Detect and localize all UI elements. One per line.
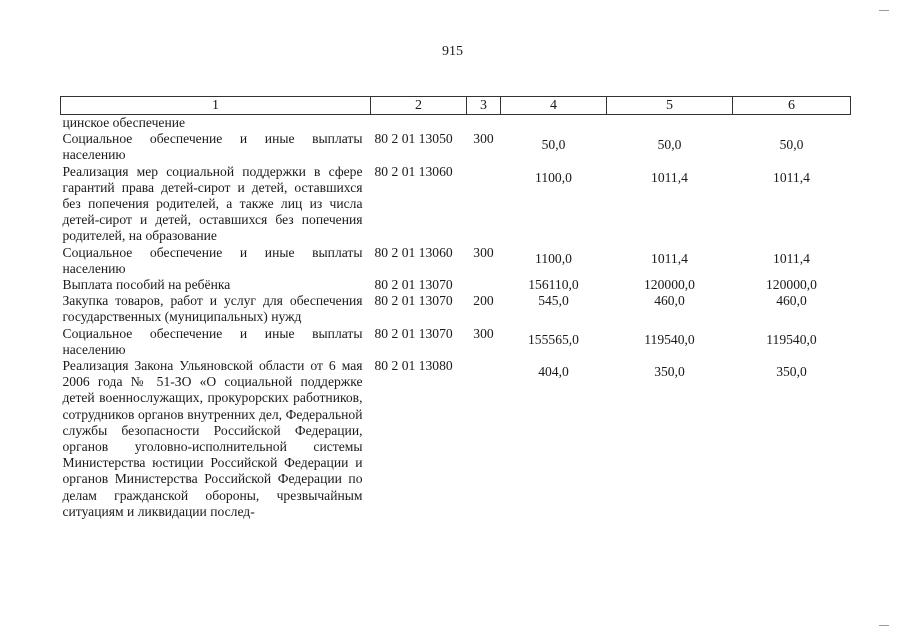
row-value-5: 120000,0 xyxy=(644,277,695,293)
scan-mark-bottom xyxy=(879,625,889,626)
header-col-3: 3 xyxy=(467,97,501,115)
table-row xyxy=(61,131,851,163)
row-value-5: 460,0 xyxy=(654,293,685,309)
row-code: 80 2 01 13070 xyxy=(374,325,453,341)
header-col-4: 4 xyxy=(501,97,607,115)
row-type: 300 xyxy=(473,244,494,260)
row-value-4: 545,0 xyxy=(538,293,569,309)
row-value-6: 120000,0 xyxy=(766,277,817,293)
row-name: Социальное обеспечение и иные выплаты населению xyxy=(62,244,363,276)
row-name: Социальное обеспечение и иные выплаты населению xyxy=(62,131,363,163)
row-value-6: 350,0 xyxy=(776,364,807,380)
table-row xyxy=(61,277,851,293)
row-value-4: 1100,0 xyxy=(535,169,572,185)
row-type xyxy=(467,358,501,520)
table-row xyxy=(61,115,851,132)
row-name: Реализация Закона Ульяновской области от 6 мая 2006 года № 51-ЗО «О социальной поддержке детей военнослужащих, прокурорских работников, сотрудников органов внутренних дел, Федеральной службы безопасности Российской Федерации, органов уголовно-исполнительной системы Министерства юстиции Российской Федерации и органов Министерства Российской Федерации по делам гражданской обороны, чрезвычайным ситуациям и ликвидации послед- xyxy=(62,358,363,519)
row-type xyxy=(467,164,501,245)
table-header-row xyxy=(61,97,851,115)
row-value-6: 119540,0 xyxy=(766,331,817,347)
row-value-5 xyxy=(607,115,733,132)
budget-table-wrap xyxy=(60,96,850,520)
row-value-6: 460,0 xyxy=(776,293,807,309)
row-value-6: 1011,4 xyxy=(773,169,810,185)
row-code: 80 2 01 13060 xyxy=(374,244,453,260)
row-code: 80 2 01 13070 xyxy=(374,277,453,293)
page-number: 915 xyxy=(442,44,463,59)
row-type xyxy=(467,115,501,132)
table-row xyxy=(61,326,851,358)
row-code: 80 2 01 13060 xyxy=(374,163,453,179)
row-value-6: 1011,4 xyxy=(773,250,810,266)
row-type: 200 xyxy=(473,293,494,309)
row-value-4: 404,0 xyxy=(538,364,569,380)
row-name: Реализация мер социальной поддержки в сфере гарантий права детей-сирот и детей, оставшихся без попечения родителей, а также лиц из числа детей-сирот и детей, оставшихся без попечения родителей, на образование xyxy=(62,163,363,244)
row-code xyxy=(371,115,467,132)
header-col-5: 5 xyxy=(607,97,733,115)
row-type: 300 xyxy=(473,131,494,147)
row-value-4 xyxy=(501,115,607,132)
row-value-5: 1011,4 xyxy=(651,169,688,185)
table-row xyxy=(61,164,851,245)
table-row xyxy=(61,245,851,277)
row-value-6: 50,0 xyxy=(779,137,804,153)
row-value-5: 350,0 xyxy=(654,364,685,380)
row-name: Социальное обеспечение и иные выплаты населению xyxy=(62,325,363,357)
row-type: 300 xyxy=(473,325,494,341)
row-value-4: 1100,0 xyxy=(535,250,572,266)
row-value-5: 1011,4 xyxy=(651,250,688,266)
budget-table xyxy=(60,96,851,520)
row-type xyxy=(467,277,501,293)
row-value-4: 50,0 xyxy=(541,137,566,153)
header-col-2: 2 xyxy=(371,97,467,115)
row-code: 80 2 01 13080 xyxy=(374,358,453,374)
table-row xyxy=(61,293,851,325)
row-value-4: 156110,0 xyxy=(528,277,579,293)
header-col-6: 6 xyxy=(733,97,851,115)
row-value-5: 119540,0 xyxy=(644,331,695,347)
row-name: цинское обеспечение xyxy=(62,115,186,130)
row-code: 80 2 01 13050 xyxy=(374,131,453,147)
table-row xyxy=(61,358,851,520)
row-name: Выплата пособий на ребёнка xyxy=(62,277,231,293)
row-code: 80 2 01 13070 xyxy=(374,293,453,309)
row-name: Закупка товаров, работ и услуг для обеспечения государственных (муниципальных) нужд xyxy=(62,293,363,325)
header-col-1: 1 xyxy=(61,97,371,115)
scan-mark-top xyxy=(879,10,889,11)
row-value-5: 50,0 xyxy=(657,137,682,153)
row-value-4: 155565,0 xyxy=(528,331,579,347)
row-value-6 xyxy=(733,115,851,132)
